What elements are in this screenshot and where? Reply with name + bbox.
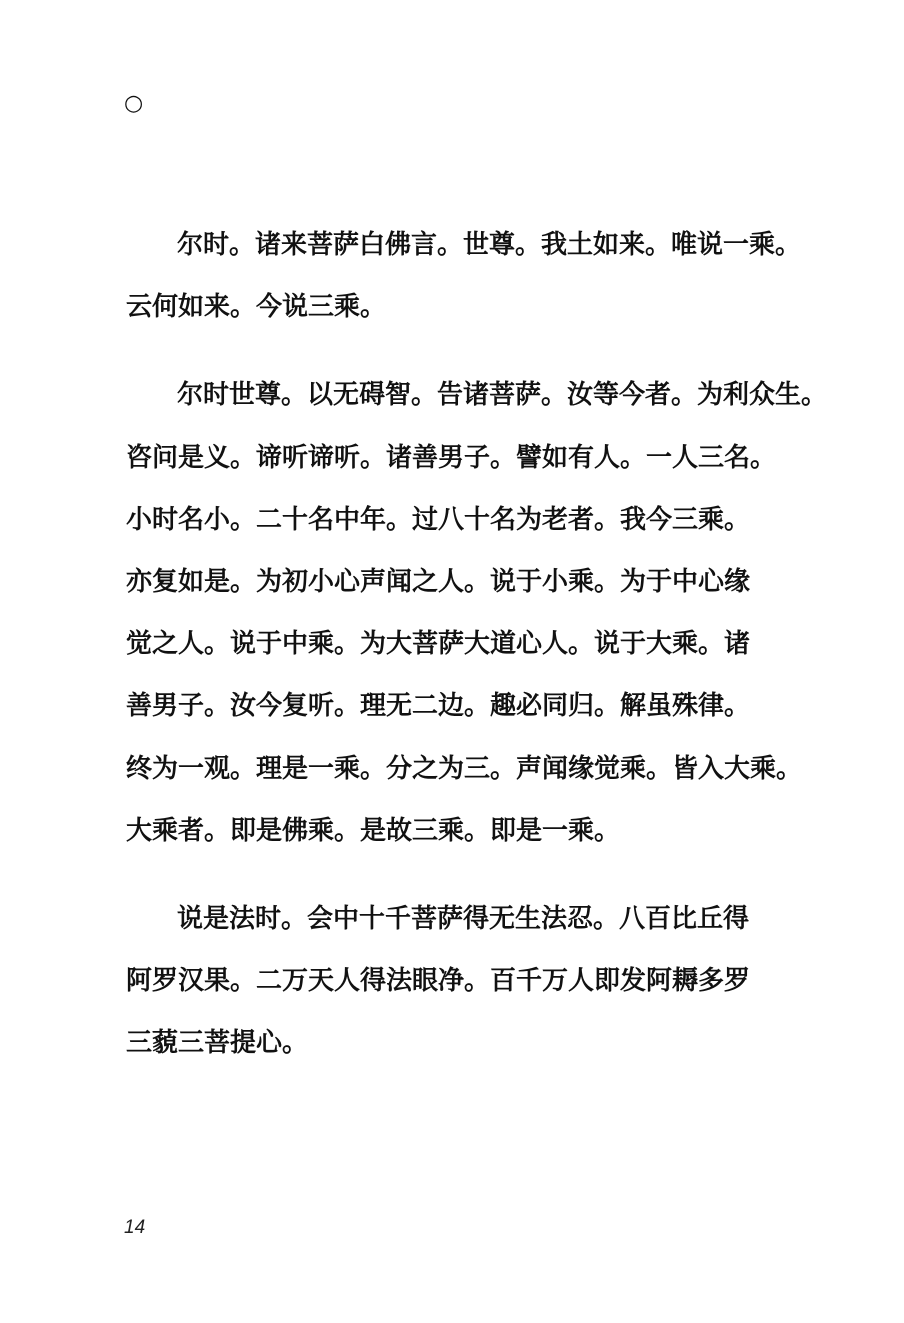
text-line: 阿罗汉果。二万天人得法眼净。百千万人即发阿耨多罗	[126, 966, 751, 996]
text-line: 云何如来。今说三乘。	[126, 292, 387, 322]
text-line: 小时名小。二十名中年。过八十名为老者。我今三乘。	[126, 505, 751, 535]
text-line: 说是法时。会中十千菩萨得无生法忍。八百比丘得	[177, 904, 750, 934]
text-line: 终为一观。理是一乘。分之为三。声闻缘觉乘。皆入大乘。	[126, 754, 803, 784]
text-line: 善男子。汝今复听。理无二边。趣必同归。解虽殊律。	[126, 691, 751, 721]
text-line: 咨问是义。谛听谛听。诸善男子。譬如有人。一人三名。	[126, 443, 777, 473]
text-line: 三藐三菩提心。	[126, 1028, 309, 1058]
text-line: 觉之人。说于中乘。为大菩萨大道心人。说于大乘。诸	[126, 629, 751, 659]
leading-circle-mark: ○	[124, 91, 144, 116]
text-line: 大乘者。即是佛乘。是故三乘。即是一乘。	[126, 816, 621, 846]
text-line: 尔时。诸来菩萨白佛言。世尊。我土如来。唯说一乘。	[177, 230, 802, 260]
page-number: 14	[124, 1217, 146, 1238]
text-line: 尔时世尊。以无碍智。告诸菩萨。汝等今者。为利众生。	[177, 380, 828, 410]
text-line: 亦复如是。为初小心声闻之人。说于小乘。为于中心缘	[126, 567, 751, 597]
